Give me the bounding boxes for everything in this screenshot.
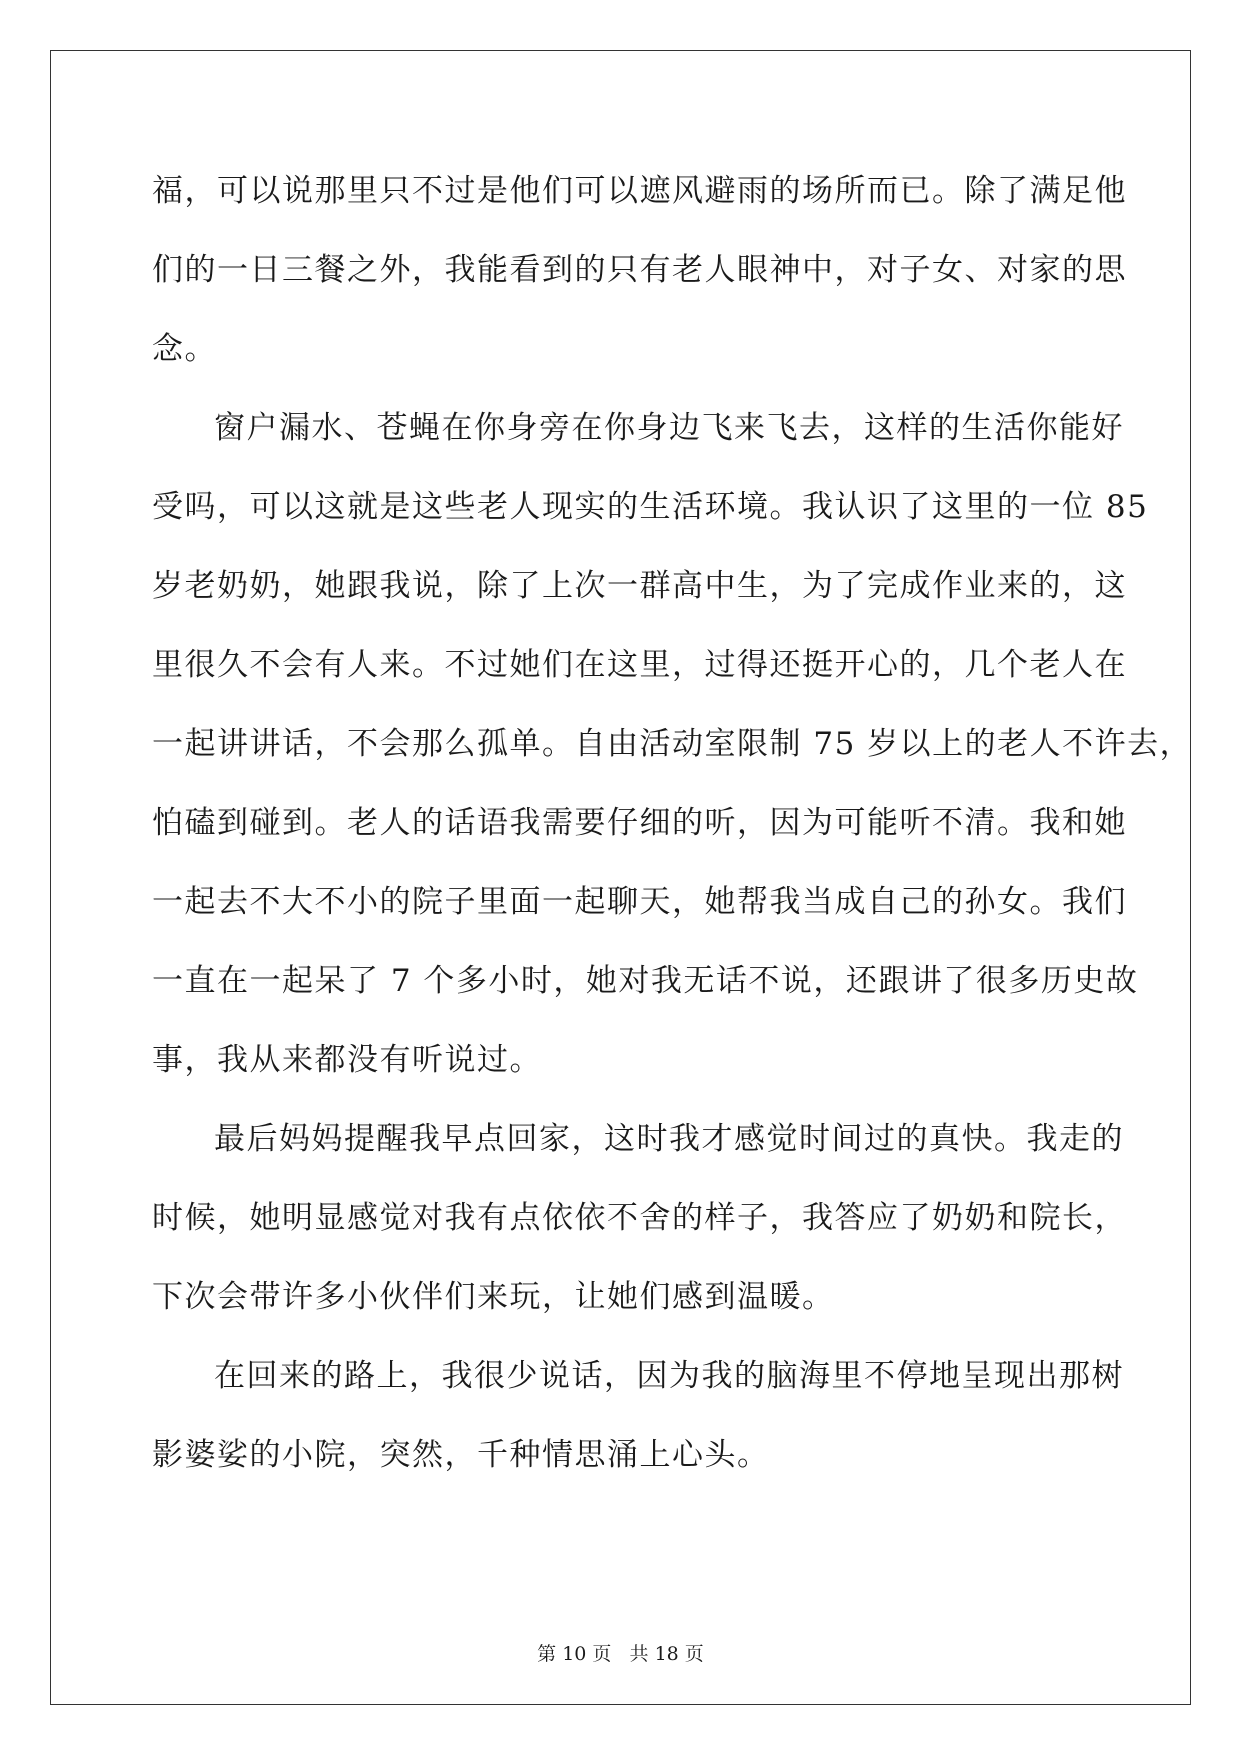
text-line: 时候，她明显感觉对我有点依依不舍的样子，我答应了奶奶和院长， bbox=[152, 1200, 1127, 1236]
body-text bbox=[152, 152, 1193, 1495]
text-line: 里很久不会有人来。不过她们在这里，过得还挺开心的，几个老人在 bbox=[152, 647, 1127, 683]
text-line: 怕磕到碰到。老人的话语我需要仔细的听，因为可能听不清。我和她 bbox=[152, 805, 1127, 841]
paragraph-start-line: 在回来的路上，我很少说话，因为我的脑海里不停地呈现出那树 bbox=[214, 1358, 1124, 1394]
paragraph-start-line: 窗户漏水、苍蝇在你身旁在你身边飞来飞去，这样的生活你能好 bbox=[214, 410, 1124, 446]
text-line: 岁老奶奶，她跟我说，除了上次一群高中生，为了完成作业来的，这 bbox=[152, 568, 1127, 604]
text-line: 福，可以说那里只不过是他们可以遮风避雨的场所而已。除了满足他 bbox=[152, 173, 1127, 209]
text-line: 事，我从来都没有听说过。 bbox=[152, 1042, 542, 1078]
text-line: 念。 bbox=[152, 331, 217, 367]
text-line: 一起去不大不小的院子里面一起聊天，她帮我当成自己的孙女。我们 bbox=[152, 884, 1127, 920]
text-line: 一起讲讲话，不会那么孤单。自由活动室限制 75 岁以上的老人不许去， bbox=[152, 726, 1193, 762]
text-line: 一直在一起呆了 7 个多小时，她对我无话不说，还跟讲了很多历史故 bbox=[152, 963, 1139, 999]
page-number-footer: 第 10 页 共 18 页 bbox=[537, 1643, 704, 1665]
text-line: 受吗，可以这就是这些老人现实的生活环境。我认识了这里的一位 85 bbox=[152, 489, 1149, 525]
text-line: 下次会带许多小伙伴们来玩，让她们感到温暖。 bbox=[152, 1279, 835, 1315]
text-line: 影婆娑的小院，突然，千种情思涌上心头。 bbox=[152, 1437, 770, 1473]
text-line: 们的一日三餐之外，我能看到的只有老人眼神中，对子女、对家的思 bbox=[152, 252, 1127, 288]
paragraph-start-line: 最后妈妈提醒我早点回家，这时我才感觉时间过的真快。我走的 bbox=[214, 1121, 1124, 1157]
